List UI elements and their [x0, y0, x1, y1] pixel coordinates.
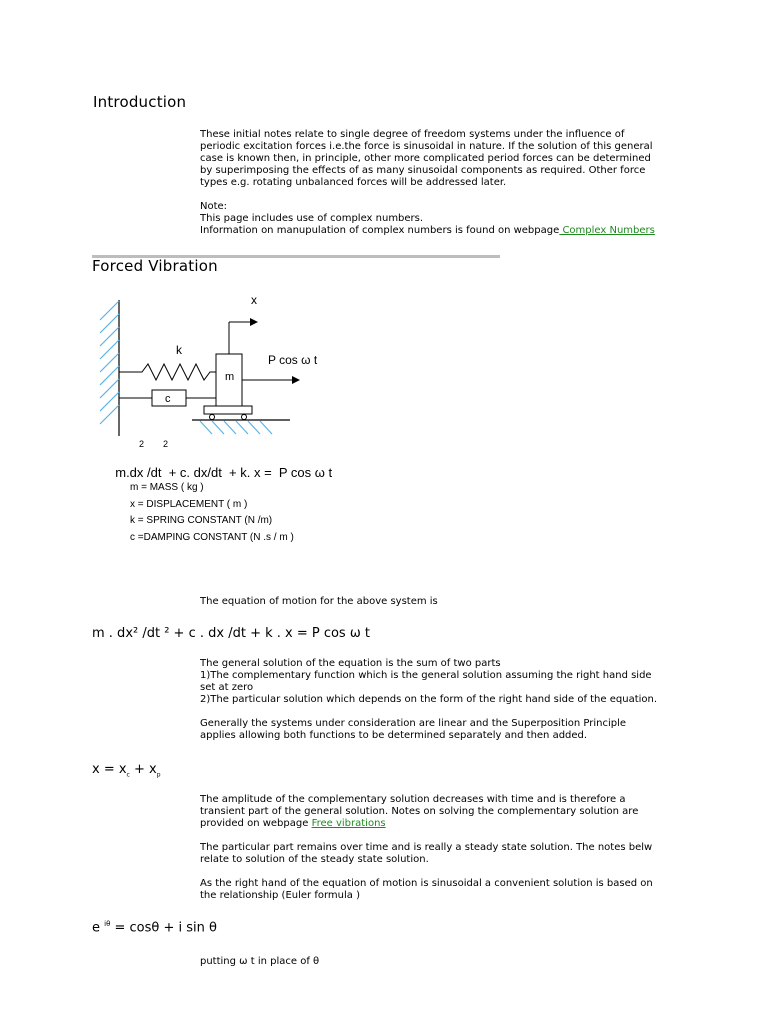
- m-label: m: [225, 371, 235, 383]
- trolley-base: [204, 406, 252, 414]
- eq-motion-intro: [200, 596, 690, 608]
- euler-exponent: iθ: [104, 920, 111, 928]
- definition-item: k = SPRING CONSTANT (N /m): [130, 515, 273, 526]
- c-label: c: [165, 393, 171, 405]
- superposition-line: Generally the systems under consideration are linear and the Superposition Principle: [200, 718, 627, 729]
- equation-superscript: 2: [139, 439, 145, 449]
- euler-formula: [92, 920, 217, 935]
- wall-hatching: [100, 301, 119, 424]
- eq-sum-lhs: x = x: [92, 762, 127, 777]
- definition-item: c =DAMPING CONSTANT (N .s / m ): [130, 531, 294, 543]
- euler-rest: = cosθ + i sin θ: [110, 920, 217, 936]
- note-label: Note:: [200, 201, 228, 212]
- forced-vibration-heading: Forced Vibration: [92, 257, 218, 275]
- eq-sum-sub-p: p: [156, 771, 161, 779]
- equation-of-motion: m . dx² /dt ² + c . dx /dt + k . x = P cos ω t: [92, 626, 370, 641]
- euler-base: e: [92, 920, 105, 936]
- note-line: [200, 225, 690, 237]
- general-solution-paragraph: [200, 658, 690, 742]
- diagram-equation-text: m.dx /dt + c. dx/dt + k. x = P cos ω t: [115, 465, 333, 480]
- intro-line: case is known then, in principle, other more complicated period forces can be determined: [200, 153, 651, 164]
- symbol-definitions: [130, 480, 294, 546]
- intro-paragraph: [200, 129, 690, 237]
- introduction-heading: Introduction: [93, 93, 187, 111]
- amplitude-line-text: provided on webpage: [200, 818, 309, 829]
- eq-sum-plus: + x: [129, 762, 157, 777]
- general-solution-line: 2)The particular solution which depends on the form of the right hand side of the equation.: [200, 694, 658, 705]
- euler-intro-line: the relationship (Euler formula ): [200, 890, 360, 901]
- eq-motion-intro-text: The equation of motion for the above system is: [200, 596, 438, 607]
- note-line: This page includes use of complex numbers.: [200, 213, 424, 224]
- amplitude-line: The amplitude of the complementary solution decreases with time and is therefore a: [200, 794, 626, 805]
- amplitude-paragraph: [200, 794, 690, 902]
- intro-line: types e.g. rotating unbalanced forces will be addressed later.: [200, 177, 507, 188]
- solution-sum-equation: [92, 762, 161, 779]
- force-label: P cos ω t: [268, 353, 318, 367]
- spring-zigzag: [119, 364, 216, 380]
- amplitude-line: transient part of the general solution. Notes on solving the complementary solution are: [200, 806, 639, 817]
- intro-line: periodic excitation forces i.e.the force is sinusoidal in nature. If the solution of this general: [200, 141, 653, 152]
- particular-line: relate to solution of the steady state solution.: [200, 854, 429, 865]
- equation-superscript: 2: [163, 439, 169, 449]
- wheel-right: [242, 415, 247, 420]
- euler-intro-line: As the right hand of the equation of motion is sinusoidal a convenient solution is based on: [200, 878, 653, 889]
- putting-line: [200, 956, 690, 968]
- definition-item: x = DISPLACEMENT ( m ): [130, 498, 248, 510]
- particular-line: The particular part remains over time and is really a steady state solution. The notes belw: [200, 842, 653, 853]
- putting-text: putting ω t in place of θ: [200, 956, 320, 967]
- eq-sum-sub-c: c: [126, 771, 130, 779]
- amplitude-line: [200, 818, 690, 830]
- complex-numbers-link[interactable]: Complex Numbers: [559, 225, 655, 236]
- intro-line: by superimposing the effects of as many sinusoidal components as required. Other force: [200, 165, 646, 176]
- general-solution-line: The general solution of the equation is the sum of two parts: [200, 658, 501, 669]
- intro-line: These initial notes relate to single degree of freedom systems under the influence of: [200, 129, 625, 140]
- general-solution-line: 1)The complementary function which is the general solution assuming the right hand side: [200, 670, 652, 681]
- general-solution-line: set at zero: [200, 682, 254, 693]
- k-label: k: [176, 343, 182, 357]
- displacement-arrowhead: [250, 318, 258, 326]
- definition-item: m = MASS ( kg ): [130, 482, 204, 493]
- x-label: x: [251, 293, 257, 307]
- free-vibrations-link[interactable]: Free vibrations: [311, 818, 386, 829]
- ground-hatching: [200, 421, 272, 434]
- force-arrowhead: [292, 376, 300, 384]
- superposition-line: applies allowing both functions to be determined separately and then added.: [200, 730, 588, 741]
- note-line-text: Information on manupulation of complex numbers is found on webpage: [200, 225, 560, 236]
- wheel-left: [210, 415, 215, 420]
- displacement-arrow: [229, 322, 250, 354]
